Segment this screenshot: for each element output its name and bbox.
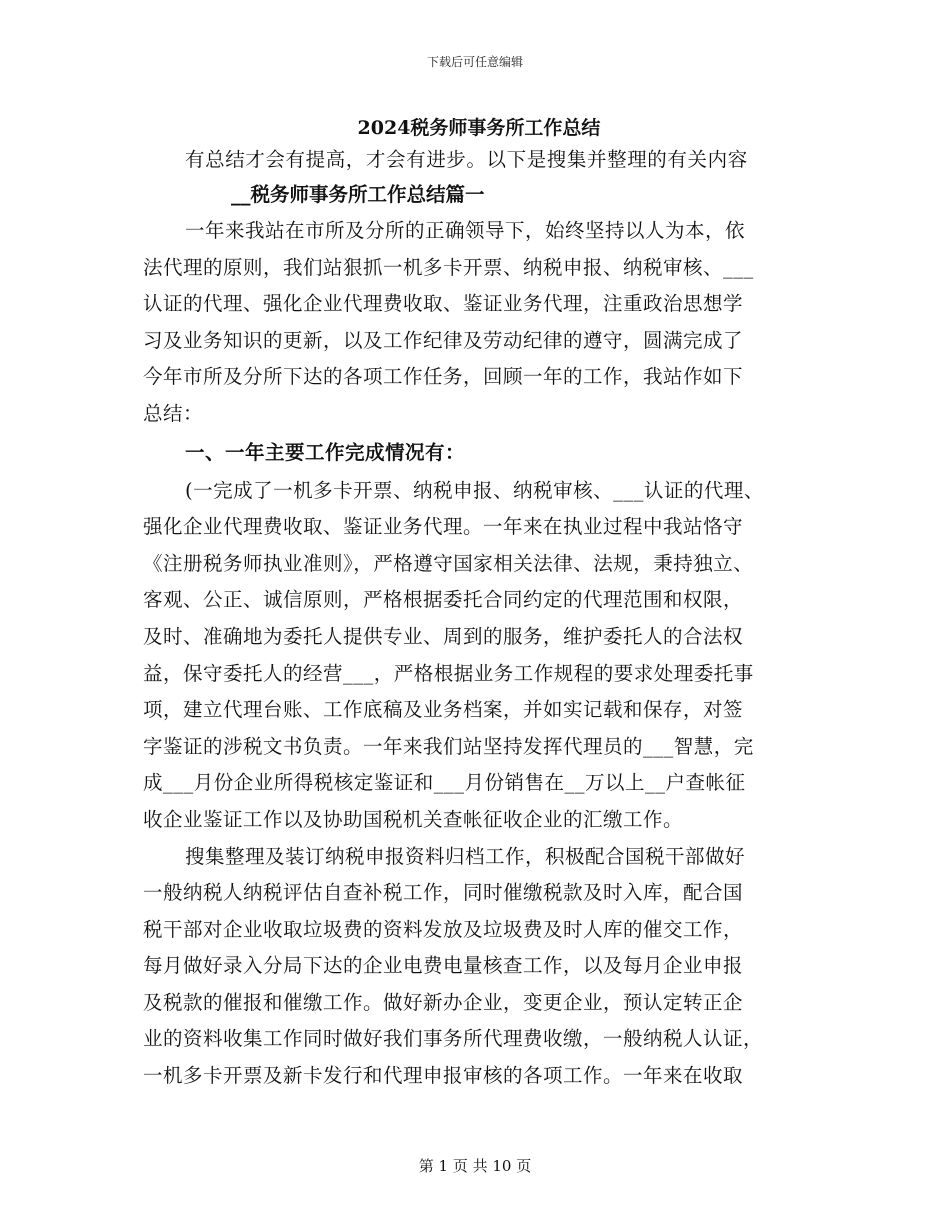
paragraph-line: 每月做好录入分局下达的企业电费电量核查工作，以及每月企业申报 xyxy=(143,954,744,978)
paragraph-line: 强化企业代理费收取、鉴证业务代理。一年来在执业过程中我站恪守 xyxy=(143,515,744,539)
paragraph-line: 《注册税务师执业准则》，严格遵守国家相关法律、法规，秉持独立、 xyxy=(143,551,754,575)
paragraph-line: 项，建立代理台账、工作底稿及业务档案，并如实记载和保存，对签 xyxy=(143,698,744,722)
page-footer: 第 1 页 共 10 页 xyxy=(418,1157,532,1175)
paragraph-line: 一机多卡开票及新卡发行和代理申报审核的各项工作。一年来在收取 xyxy=(143,1064,744,1088)
page-header: 下载后可任意编辑 xyxy=(426,55,523,69)
intro-line: 有总结才会有提高，才会有进步。以下是搜集并整理的有关内容 xyxy=(185,148,748,171)
paragraph-line: 习及业务知识的更新，以及工作纪律及劳动纪律的遵守，圆满完成了 xyxy=(143,328,744,352)
paragraph-line: 税干部对企业收取垃圾费的资料发放及垃圾费及时人库的催交工作， xyxy=(143,917,744,941)
paragraph-line: 法代理的原则，我们站狠抓一机多卡开票、纳税申报、纳税审核、___ xyxy=(143,255,754,279)
paragraph-line: (一完成了一机多卡开票、纳税申报、纳税审核、___认证的代理、 xyxy=(185,478,764,502)
paragraph-line: 一般纳税人纳税评估自查补税工作，同时催缴税款及时入库，配合国 xyxy=(143,881,744,905)
section-title: __税务师事务所工作总结篇一 xyxy=(231,183,485,206)
paragraph-line: 认证的代理、强化企业代理费收取、鉴证业务代理，注重政治思想学 xyxy=(143,292,744,316)
paragraph-line: 搜集整理及装订纳税申报资料归档工作，积极配合国税干部做好 xyxy=(185,844,746,868)
document-title: 2024税务师事务所工作总结 xyxy=(357,117,601,139)
section-heading-1: 一、一年主要工作完成情况有： xyxy=(185,440,466,464)
paragraph-line: 收企业鉴证工作以及协助国税机关查帐征收企业的汇缴工作。 xyxy=(143,807,684,831)
paragraph-line: 总结： xyxy=(143,401,204,425)
paragraph-line: 客观、公正、诚信原则，严格根据委托合同约定的代理范围和权限， xyxy=(143,588,744,612)
paragraph-3 xyxy=(143,839,805,1095)
paragraph-line: 业的资料收集工作同时做好我们事务所代理费收缴，一般纳税人认证， xyxy=(143,1027,764,1051)
document-body xyxy=(143,113,805,1095)
paragraph-line: 及税款的催报和催缴工作。做好新办企业，变更企业，预认定转正企 xyxy=(143,990,744,1014)
paragraph-line: 一年来我站在市所及分所的正确领导下，始终坚持以人为本，依 xyxy=(185,219,746,242)
paragraph-line: 今年市所及分所下达的各项工作任务，回顾一年的工作，我站作如下 xyxy=(143,365,744,389)
paragraph-line: 字鉴证的涉税文书负责。一年来我们站坚持发挥代理员的___智慧，完 xyxy=(143,734,754,758)
paragraph-line: 成___月份企业所得税核定鉴证和___月份销售在__万以上__户查帐征 xyxy=(143,771,746,795)
paragraph-2 xyxy=(143,473,805,839)
paragraph-line: 益，保守委托人的经营___，严格根据业务工作规程的要求处理委托事 xyxy=(143,661,754,685)
paragraph-1 xyxy=(143,213,805,433)
paragraph-line: 及时、准确地为委托人提供专业、周到的服务，维护委托人的合法权 xyxy=(143,624,744,648)
